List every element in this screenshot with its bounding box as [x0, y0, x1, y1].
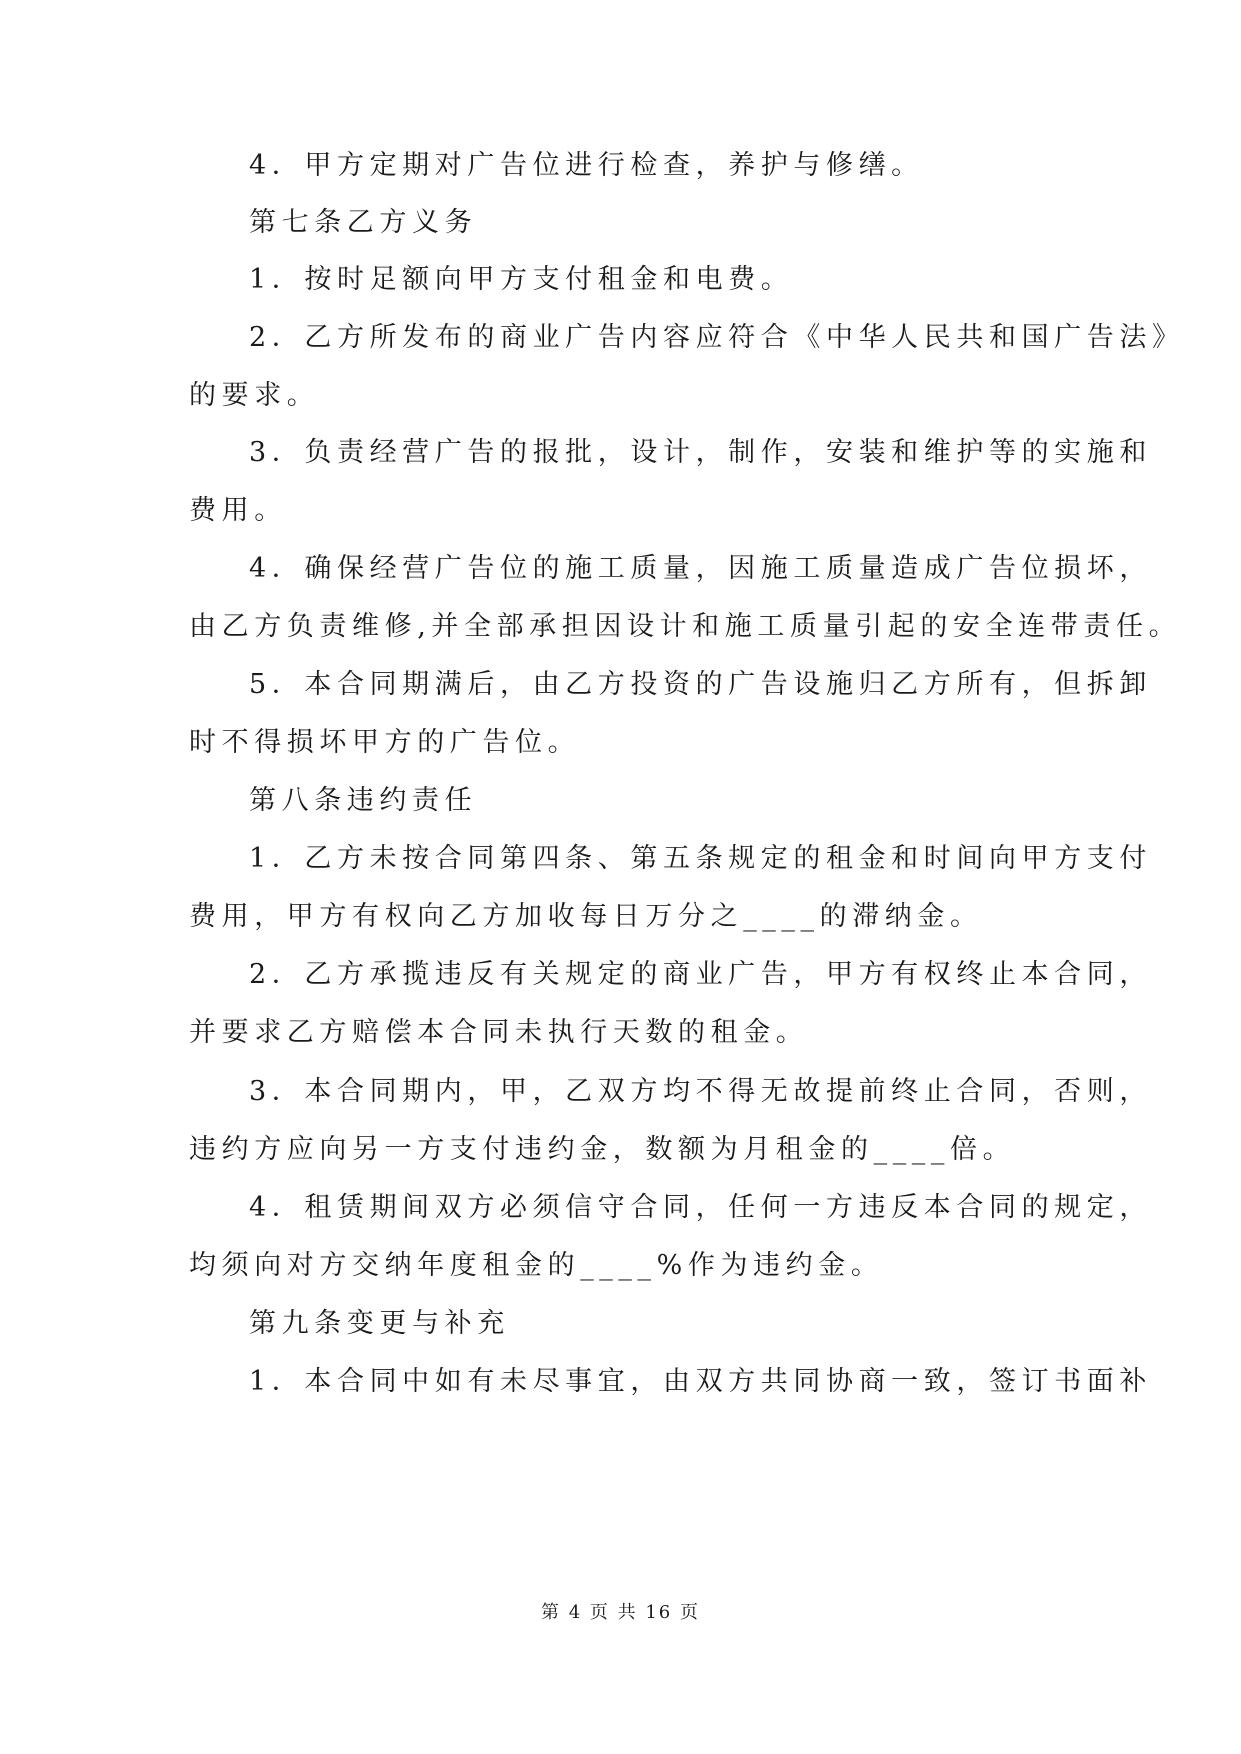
paragraph-line: 3．本合同期内，甲，乙双方均不得无故提前终止合同，否则， [249, 1076, 1152, 1107]
paragraph-line: 第九条变更与补充 [249, 1308, 510, 1339]
continuation-line: 的要求。 [189, 380, 320, 411]
page-footer: 第 4 页 共 16 页 [541, 1602, 700, 1623]
paragraph-line: 4．确保经营广告位的施工质量，因施工质量造成广告位损坏， [249, 553, 1152, 584]
paragraph-line: 第七条乙方义务 [249, 207, 478, 238]
paragraph-line: 5．本合同期满后，由乙方投资的广告设施归乙方所有，但拆卸 [249, 669, 1152, 700]
continuation-line: 均须向对方交纳年度租金的____%作为违约金。 [189, 1250, 884, 1281]
paragraph-line: 2．乙方承揽违反有关规定的商业广告，甲方有权终止本合同， [249, 959, 1152, 990]
paragraph-line: 1．按时足额向甲方支付租金和电费。 [249, 264, 794, 295]
paragraph-line: 1．本合同中如有未尽事宜，由双方共同协商一致，签订书面补 [249, 1366, 1152, 1397]
continuation-line: 并要求乙方赔偿本合同未执行天数的租金。 [189, 1017, 809, 1048]
continuation-line: 费用，甲方有权向乙方加收每日万分之____的滞纳金。 [189, 901, 983, 932]
continuation-line: 违约方应向另一方支付违约金，数额为月租金的____倍。 [189, 1134, 1016, 1165]
paragraph-line: 4．甲方定期对广告位进行检查，养护与修缮。 [249, 150, 924, 181]
continuation-line: 由乙方负责维修,并全部承担因设计和施工质量引起的安全连带责任。 [189, 611, 1182, 642]
paragraph-line: 1．乙方未按合同第四条、第五条规定的租金和时间向甲方支付 [249, 843, 1152, 874]
continuation-line: 时不得损坏甲方的广告位。 [189, 727, 581, 758]
paragraph-line: 3．负责经营广告的报批，设计，制作，安装和维护等的实施和 [249, 437, 1152, 468]
continuation-line: 费用。 [189, 495, 287, 526]
paragraph-line: 第八条违约责任 [249, 785, 478, 816]
paragraph-line: 2．乙方所发布的商业广告内容应符合《中华人民共和国广告法》 [249, 322, 1185, 353]
paragraph-line: 4．租赁期间双方必须信守合同，任何一方违反本合同的规定， [249, 1192, 1152, 1223]
